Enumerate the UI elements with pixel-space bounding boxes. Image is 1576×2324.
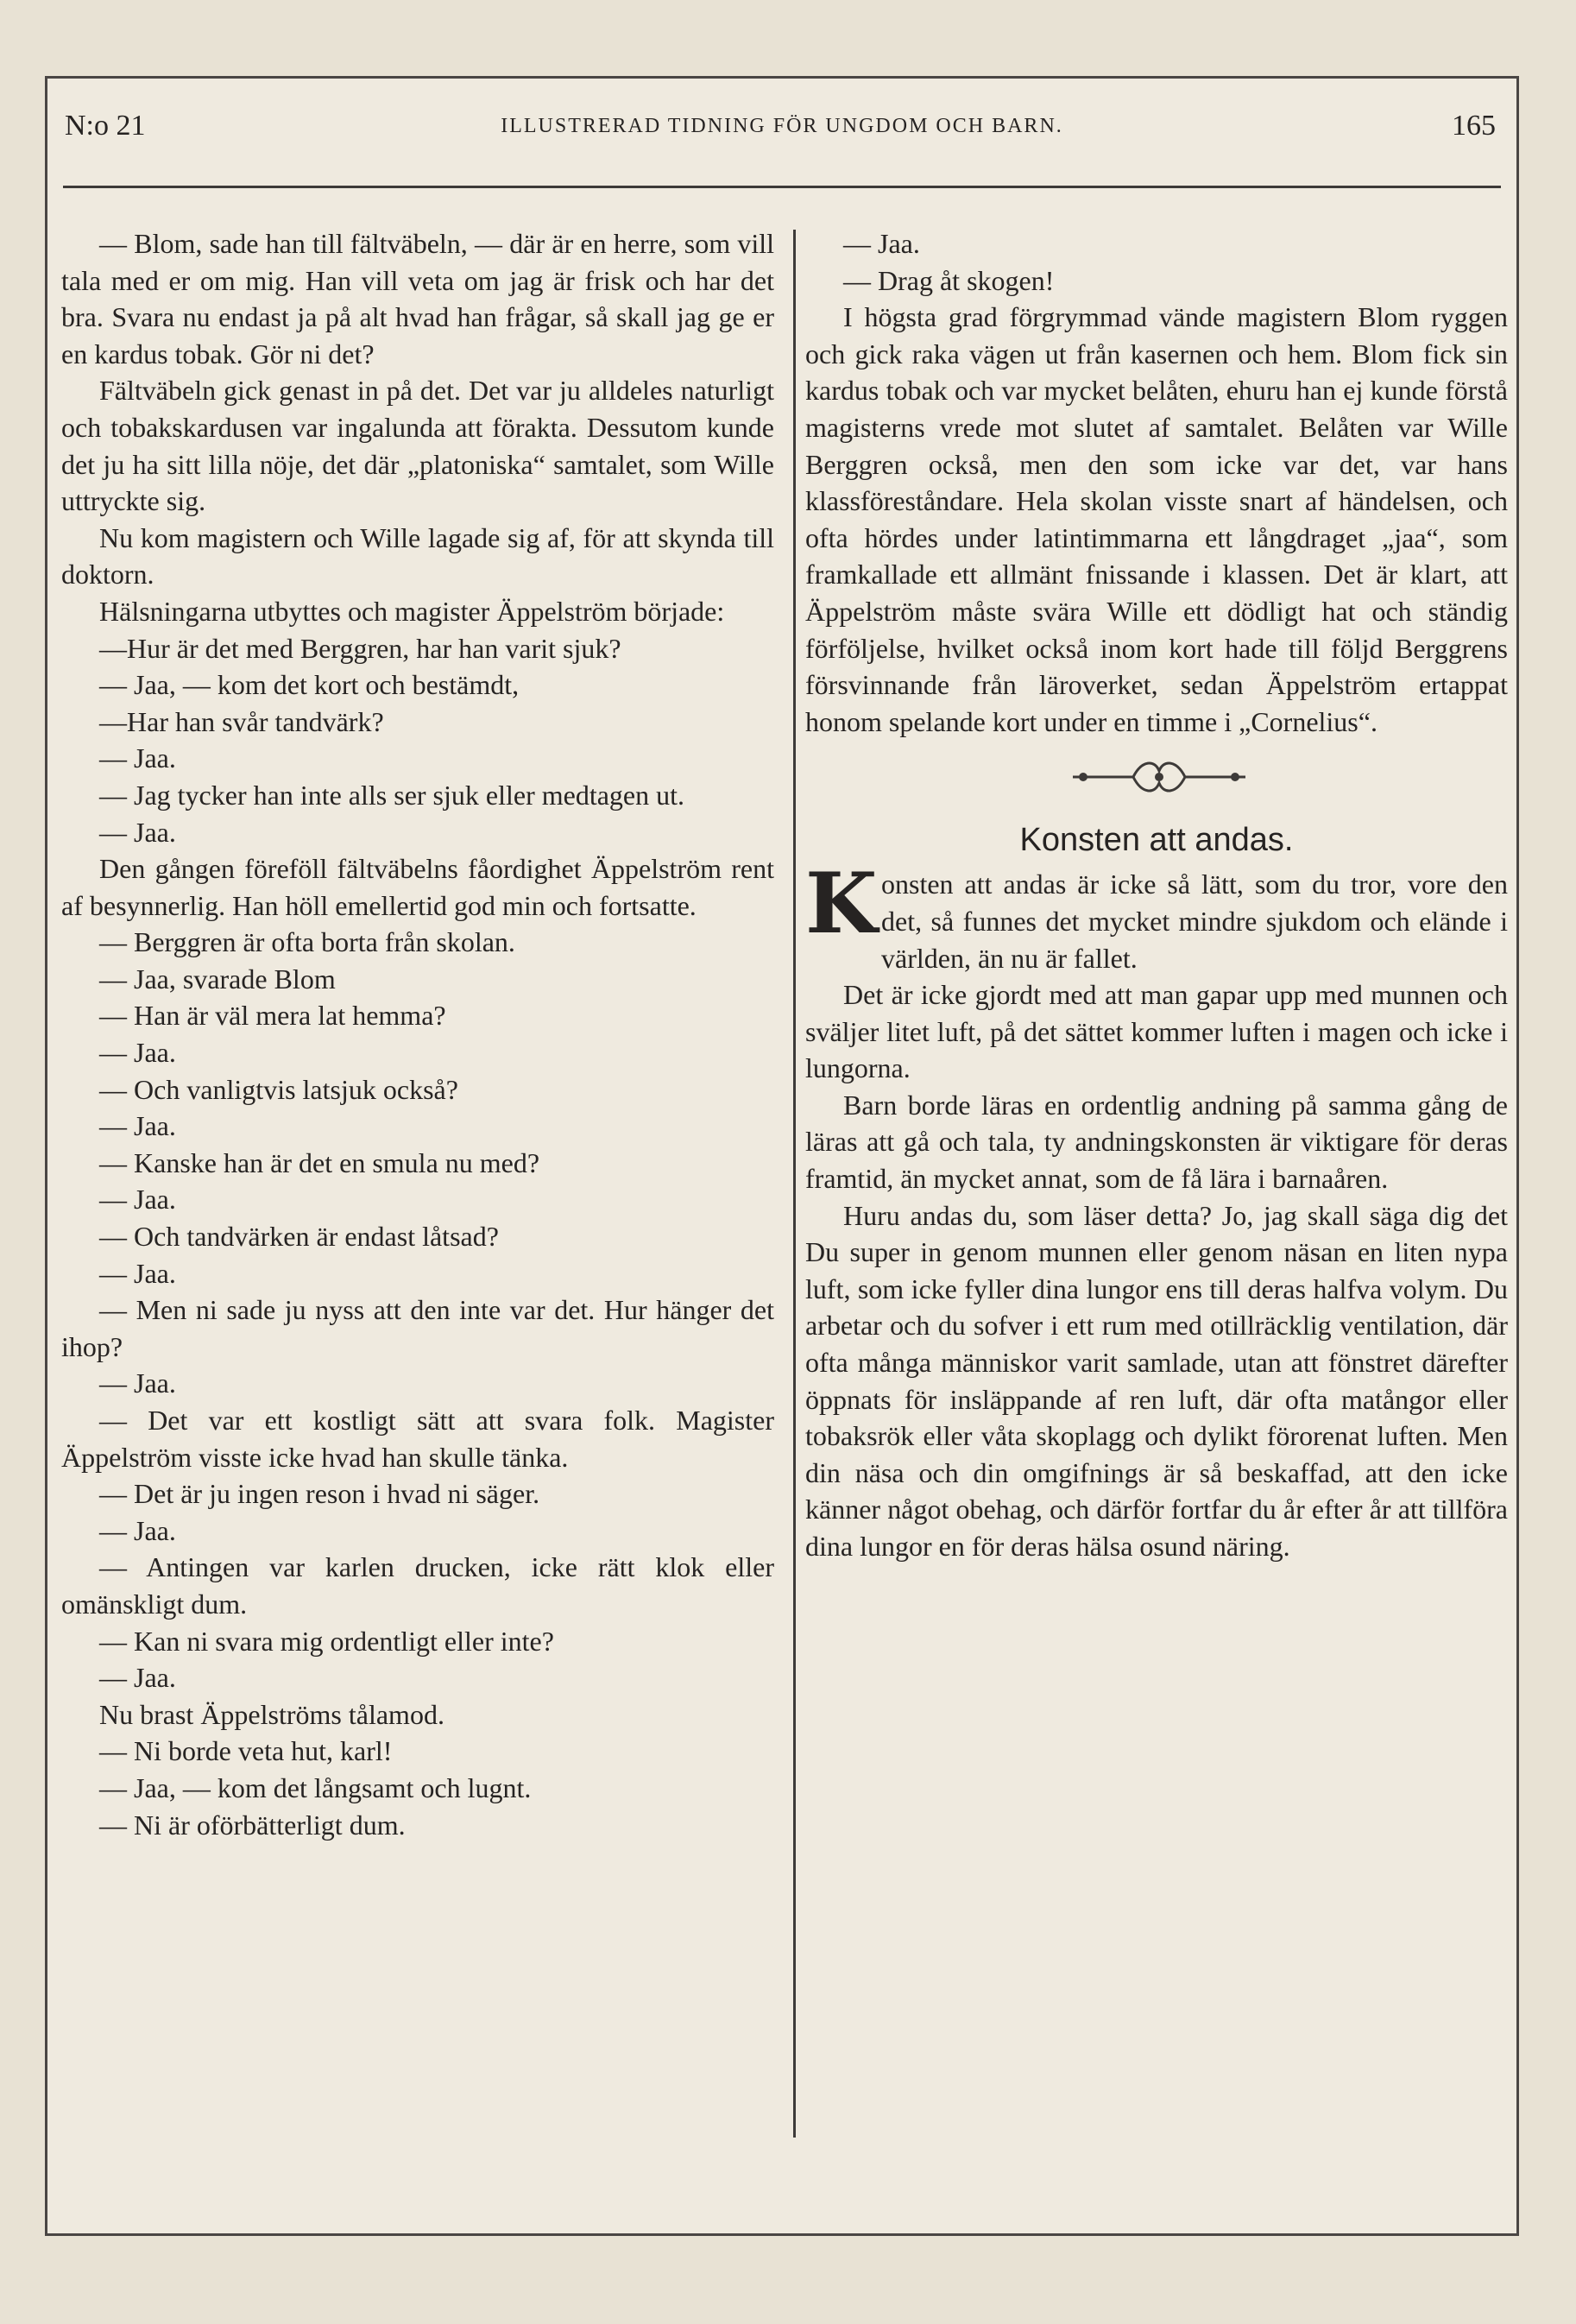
paragraph: Nu brast Äppelströms tålamod. xyxy=(99,1698,444,1730)
paragraph: — Jaa. xyxy=(99,1662,176,1694)
newspaper-page xyxy=(45,76,1519,2236)
paragraph: Nu kom magistern och Wille lagade sig af, för att skynda till doktorn. xyxy=(61,521,774,590)
paragraph: — Berggren är ofta borta från skolan. xyxy=(99,926,515,958)
paragraph: — Jaa. xyxy=(99,1110,176,1142)
paragraph: Hälsningarna utbyttes och magister Äppelström började: xyxy=(99,595,725,627)
paragraph: — Jag tycker han inte alls ser sjuk eller medtagen ut. xyxy=(99,779,685,811)
paragraph: — Blom, sade han till fältväbeln, — där är en herre, som vill tala med er om mig. Han vill veta om jag är frisk och har det bra. Svara nu endast ja på alt hvad han frågar, så skall jag ge er en kardus tobak. Gör ni det? xyxy=(61,228,774,369)
paragraph: — Jaa. xyxy=(843,228,920,259)
paragraph: — Jaa. xyxy=(99,1184,176,1216)
paragraph: — Jaa, svarade Blom xyxy=(99,963,336,995)
first-paragraph-text: onsten att andas är icke så lätt, som du tror, vore den det, så funnes det mycket mindre sjukdom och elände i världen, än nu är fallet. xyxy=(881,868,1508,974)
paragraph: — Kan ni svara mig ordentligt eller inte? xyxy=(99,1625,554,1657)
paragraph: I högsta grad förgrymmad vände magistern Blom ryggen och gick raka vägen ut från kasernen och hem. Blom fick sin kardus tobak och var mycket belåten, ehuru han ej kunde förstå magisterns vrede mot slutet af samtalet. Belåten var Wille Berggren också, men den som icke var det, var hans klassföreståndare. Hela skolan visste snart af händelsen, och ofta hördes under latintimmarna ett långdraget „jaa“, som framkallade ett allmänt fnissande i klassen. Det är klart, att Äppelström måste svära Wille ett dödligt hat och ständig förföljelse, hvilket också inom kort hade till följd Berggrens försvinnande från läroverket, sedan Äppelström ertappat honom spelande kort under en timme i „Cornelius“. xyxy=(805,301,1508,737)
paragraph: — Det var ett kostligt sätt att svara folk. Magister Äppelström visste icke hvad han skulle tänka. xyxy=(61,1405,774,1473)
issue-number: N:o 21 xyxy=(65,110,146,142)
paragraph: Barn borde läras en ordentlig andning på samma gång de läras att gå och tala, ty andningskonsten är viktigare för deras framtid, än mycket annat, som de få lära i barnaåren. xyxy=(805,1089,1508,1195)
paragraph: — Jaa. xyxy=(99,1257,176,1289)
paragraph: — Ni är oförbätterligt dum. xyxy=(99,1809,406,1841)
paragraph: — Det är ju ingen reson i hvad ni säger. xyxy=(99,1478,540,1510)
section-title: Konsten att andas. xyxy=(1019,822,1294,859)
publication-title: ILLUSTRERAD TIDNING FÖR UNGDOM OCH BARN. xyxy=(501,115,1063,137)
section-first-paragraph xyxy=(805,855,1508,976)
paragraph: — Jaa. xyxy=(99,1367,176,1399)
paragraph: — Antingen var karlen drucken, icke rätt klok eller omänskligt dum. xyxy=(61,1551,774,1620)
paragraph: — Jaa. xyxy=(99,1037,176,1069)
paragraph: — Jaa. xyxy=(99,816,176,848)
paragraph: — Jaa. xyxy=(99,1514,176,1546)
paragraph: — Han är väl mera lat hemma? xyxy=(99,1000,446,1032)
column-divider xyxy=(793,230,796,2138)
header-rule xyxy=(63,186,1501,188)
paragraph: — Jaa, — kom det kort och bestämdt, xyxy=(99,669,520,701)
paragraph: — Ni borde veta hut, karl! xyxy=(99,1735,393,1767)
paragraph: — Jaa. xyxy=(99,742,176,774)
right-column xyxy=(805,225,1508,1565)
paragraph: Fältväbeln gick genast in på det. Det var ju alldeles naturligt och tobakskardusen var ingalunda att förakta. Dessutom kunde det ju ha sitt lilla nöje, det där „platoniska“ samtalet, som Wille uttryckte sig. xyxy=(61,375,774,517)
paragraph: Det är icke gjordt med att man gapar upp med munnen och sväljer litet luft, på det sättet kommer luften i magen och icke i lungorna. xyxy=(805,979,1508,1084)
ornament-flourish-icon xyxy=(1064,755,1254,799)
paragraph: — Och vanligtvis latsjuk också? xyxy=(99,1073,458,1105)
page-number: 165 xyxy=(1452,110,1496,142)
left-column xyxy=(61,225,774,1843)
paragraph: — Men ni sade ju nyss att den inte var det. Hur hänger det ihop? xyxy=(61,1294,774,1362)
dropcap-letter: K xyxy=(805,855,878,953)
paragraph: — Jaa, — kom det långsamt och lugnt. xyxy=(99,1771,532,1803)
paragraph: Den gången föreföll fältväbelns fåordighet Äppelström rent af besynnerlig. Han höll emellertid god min och fortsatte. xyxy=(61,853,774,921)
paragraph: — Drag åt skogen! xyxy=(843,264,1055,296)
paragraph: — Kanske han är det en smula nu med? xyxy=(99,1146,540,1178)
paragraph: —Hur är det med Berggren, har han varit sjuk? xyxy=(99,632,621,664)
paragraph: —Har han svår tandvärk? xyxy=(99,705,384,737)
page-header xyxy=(47,110,1516,153)
paragraph: Huru andas du, som läser detta? Jo, jag skall säga dig det Du super in genom munnen eller genom näsan en liten nypa luft, som icke fyller dina lungor ens till deras halfva volym. Du arbetar och du sofver i ett rum med otillräcklig ventilation, där ofta många människor varit samlade, utan att fönstret därefter öppnats för insläppande af ren luft, där ofta matångor eller tobaksrök eller våta skoplagg och dylikt förorenat luften. Men din näsa och din omgifnings är så beskaffad, att den icke känner något obehag, och därför fortfar du år efter år att tillföra dina lungor en för deras hälsa osund näring. xyxy=(805,1199,1508,1562)
section-ornament xyxy=(805,740,1508,818)
paragraph: — Och tandvärken är endast låtsad? xyxy=(99,1221,499,1253)
